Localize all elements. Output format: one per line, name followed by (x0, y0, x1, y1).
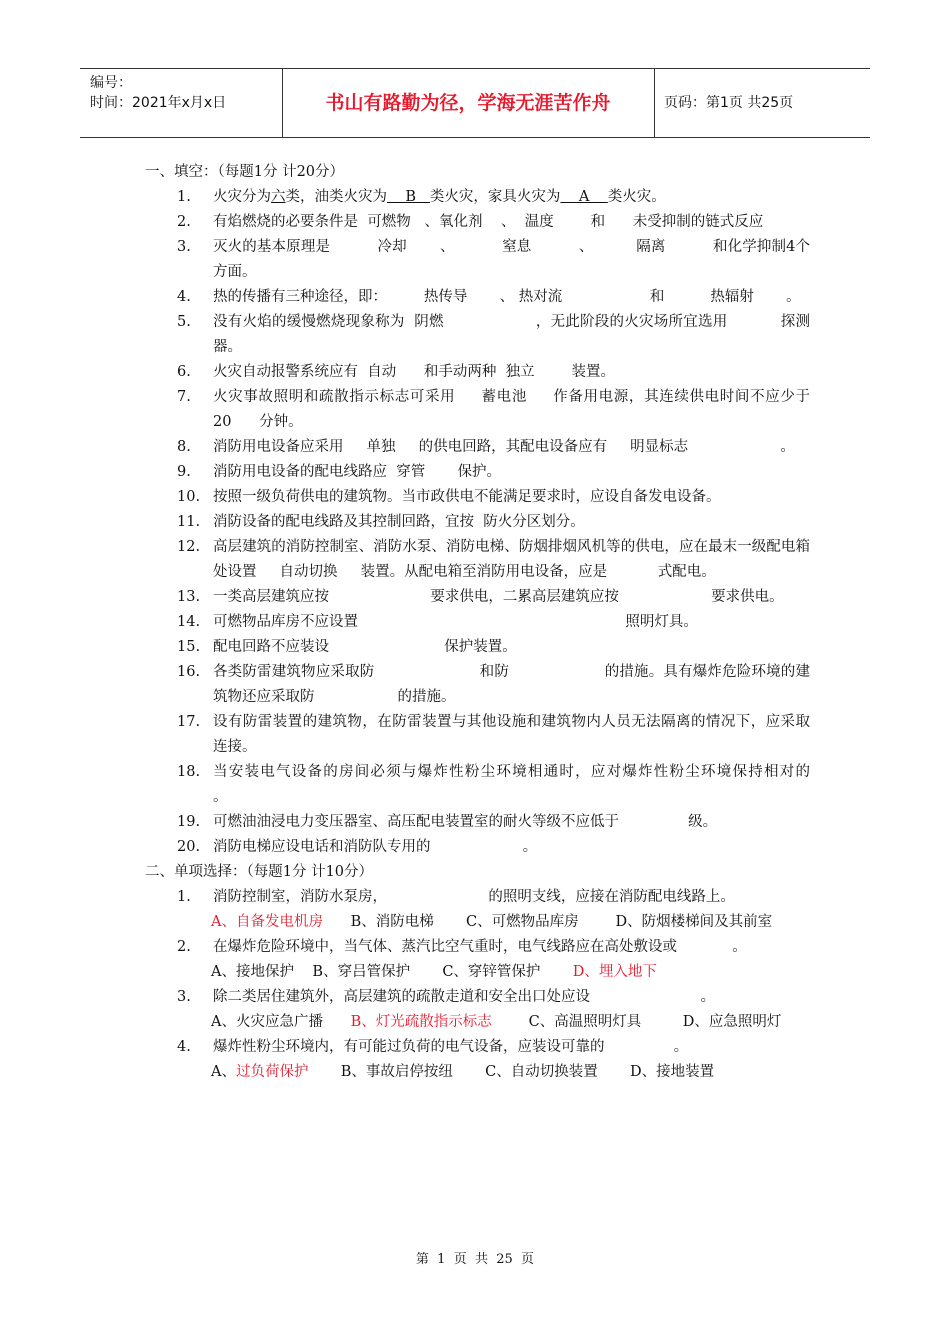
question-number: 2. (177, 939, 191, 955)
question-number: 3. (177, 989, 191, 1005)
question-item (145, 635, 810, 660)
question-number: 5. (177, 314, 191, 330)
question-text: 可燃物品库房不应设置 照明灯具。 (213, 614, 698, 630)
question-text: 按照一级负荷供电的建筑物。当市政供电不能满足要求时，应设自备发电设备。 (213, 489, 721, 505)
answer-option: C、高温照明灯具 (491, 1014, 642, 1030)
question-text: 消防电梯应设电话和消防队专用的 。 (213, 839, 538, 855)
answer-option: C、可燃物品库房 (433, 914, 579, 930)
header-number: 编号： (90, 75, 132, 91)
question-text: 爆炸性粉尘环境内，有可能过负荷的电气设备，应装设可靠的 。 (213, 1039, 689, 1055)
question-number: 18. (177, 764, 201, 780)
question-item (145, 310, 810, 360)
question-number: 16. (177, 664, 201, 680)
question-number: 15. (177, 639, 201, 655)
correct-option: A、自备发电机房 (211, 914, 323, 930)
question-item (145, 460, 810, 485)
question-item (145, 435, 810, 460)
answer-option: D、应急照明灯 (641, 1014, 782, 1030)
question-number: 14. (177, 614, 201, 630)
answer-option: A、接地保护 (211, 964, 294, 980)
question-item (145, 760, 893, 810)
question-text: 消防用电设备的配电线路应 穿管 保护。 (213, 464, 501, 480)
question-text: 有焰燃烧的必要条件是 可燃物 、氧化剂 、 温度 和 未受抑制的链式反应 (213, 214, 764, 230)
question-number: 12. (177, 539, 201, 555)
question-item (145, 610, 810, 635)
question-text: 当安装电气设备的房间必须与爆炸性粉尘环境相通时，应对爆炸性粉尘环境保持相对的 。 (213, 764, 893, 805)
question-text: 消防设备的配电线路及其控制回路，宜按 防火分区划分。 (213, 514, 585, 530)
question-text: 各类防雷建筑物应采取防 和防 的措施。具有爆炸危险环境的建筑物还应采取防 的措施。 (213, 664, 810, 705)
question-item (145, 1035, 810, 1060)
question-number: 20. (177, 839, 201, 855)
question-number: 1. (177, 189, 191, 205)
answer-blank: 六 (271, 189, 286, 205)
question-number: 13. (177, 589, 201, 605)
question-number: 2. (177, 214, 191, 230)
answer-option: B、事故启停按纽 (308, 1064, 453, 1080)
question-number: 17. (177, 714, 201, 730)
question-text: 消防控制室，消防水泵房， 的照明支线，应接在消防配电线路上。 (213, 889, 735, 905)
question-number: 4. (177, 289, 191, 305)
answer-options (145, 960, 810, 985)
question-item (145, 810, 810, 835)
question-text: 灭火的基本原理是 冷却 、 窒息 、 隔离 和化学抑制4个方面。 (213, 239, 810, 280)
answer-options (145, 910, 810, 935)
question-number: 10. (177, 489, 201, 505)
question-item (145, 285, 810, 310)
question-item (145, 985, 810, 1010)
correct-option: B、灯光疏散指示标志 (322, 1014, 492, 1030)
question-item (145, 710, 880, 760)
answer-option: A、 (211, 1064, 236, 1080)
question-text: 热的传播有三种途径，即： 热传导 、 热对流 和 热辐射 。 (213, 289, 801, 305)
question-number: 11. (177, 514, 201, 530)
question-item (145, 885, 810, 910)
question-number: 7. (177, 389, 191, 405)
question-item (145, 535, 810, 585)
header-page-info: 页码：第1页 共25页 (664, 95, 794, 111)
answer-option: C、自动切换装置 (452, 1064, 598, 1080)
question-number: 8. (177, 439, 191, 455)
question-text: 设有防雷装置的建筑物，在防雷装置与其他设施和建筑物内人员无法隔离的情况下，应采取 连接。 (213, 714, 880, 755)
question-item (145, 210, 810, 235)
question-text: 在爆炸危险环境中，当气体、蒸汽比空气重时，电气线路应在高处敷设或 。 (213, 939, 747, 955)
question-number: 3. (177, 239, 191, 255)
answer-option: D、接地装置 (597, 1064, 715, 1080)
answer-option: B、穿吕管保护 (293, 964, 411, 980)
question-number: 6. (177, 364, 191, 380)
correct-option: D、埋入地下 (540, 964, 657, 980)
fill-in-question-list (145, 210, 893, 860)
question-item (145, 185, 810, 210)
answer-options (145, 1010, 810, 1035)
question-number: 1. (177, 889, 191, 905)
section-title-single-choice: 二、单项选择：（每题1分 计10分） (145, 864, 374, 880)
answer-options (145, 1060, 810, 1085)
answer-option: D、防烟楼梯间及其前室 (578, 914, 773, 930)
header-date: 时间：2021年x月x日 (90, 95, 227, 111)
answer-blank: A (560, 189, 608, 205)
question-item (145, 235, 810, 285)
question-number: 19. (177, 814, 201, 830)
exam-content (145, 160, 893, 1085)
question-item (145, 360, 810, 385)
answer-option: C、穿锌管保护 (410, 964, 541, 980)
question-text: 火灾事故照明和疏散指示标志可采用 蓄电池 作备用电源，其连续供电时间不应少于 20 分钟。 (213, 389, 838, 430)
question-item (145, 485, 810, 510)
page-footer: 第 1 页 共 25 页 (415, 1252, 535, 1267)
question-number: 9. (177, 464, 191, 480)
answer-option: B、消防电梯 (322, 914, 434, 930)
question-text: 高层建筑的消防控制室、消防水泵、消防电梯、防烟排烟风机等的供电，应在最末一级配电箱处设置 自动切换 装置。从配电箱至消防用电设备，应是 式配电。 (213, 539, 810, 580)
question-item (145, 835, 810, 860)
header-meta (90, 73, 226, 113)
question-item (145, 385, 838, 435)
question-number: 4. (177, 1039, 191, 1055)
question-text: 火灾分为六类，油类火灾为 B 类火灾，家具火灾为 A 类火灾。 (213, 189, 666, 205)
question-text: 没有火焰的缓慢燃烧现象称为 阴燃 ，无此阶段的火灾场所宜选用 探测器。 (213, 314, 810, 355)
header-motto: 书山有路勤为径，学海无涯苦作舟 (325, 92, 611, 114)
question-text: 火灾自动报警系统应有 自动 和手动两种 独立 装置。 (213, 364, 615, 380)
section-title-fill-in: 一、填空：（每题1分 计20分） (145, 164, 345, 180)
question-item (145, 935, 810, 960)
answer-blank: B (387, 189, 430, 205)
header-divider (654, 69, 655, 137)
question-item (145, 660, 810, 710)
choice-question-list (145, 885, 810, 1085)
correct-option: 过负荷保护 (235, 1064, 309, 1080)
question-text: 消防用电设备应采用 单独 的供电回路，其配电设备应有 明显标志 。 (213, 439, 795, 455)
answer-option: A、火灾应急广播 (211, 1014, 323, 1030)
question-text: 配电回路不应装设 保护装置。 (213, 639, 517, 655)
question-item (145, 585, 810, 610)
question-text: 一类高层建筑应按 要求供电，二累高层建筑应按 要求供电。 (213, 589, 784, 605)
question-text: 除二类居住建筑外，高层建筑的疏散走道和安全出口处应设 。 (213, 989, 716, 1005)
document-header (80, 68, 870, 138)
question-text: 可燃油油浸电力变压器室、高压配电装置室的耐火等级不应低于 级。 (213, 814, 718, 830)
question-item (145, 510, 810, 535)
